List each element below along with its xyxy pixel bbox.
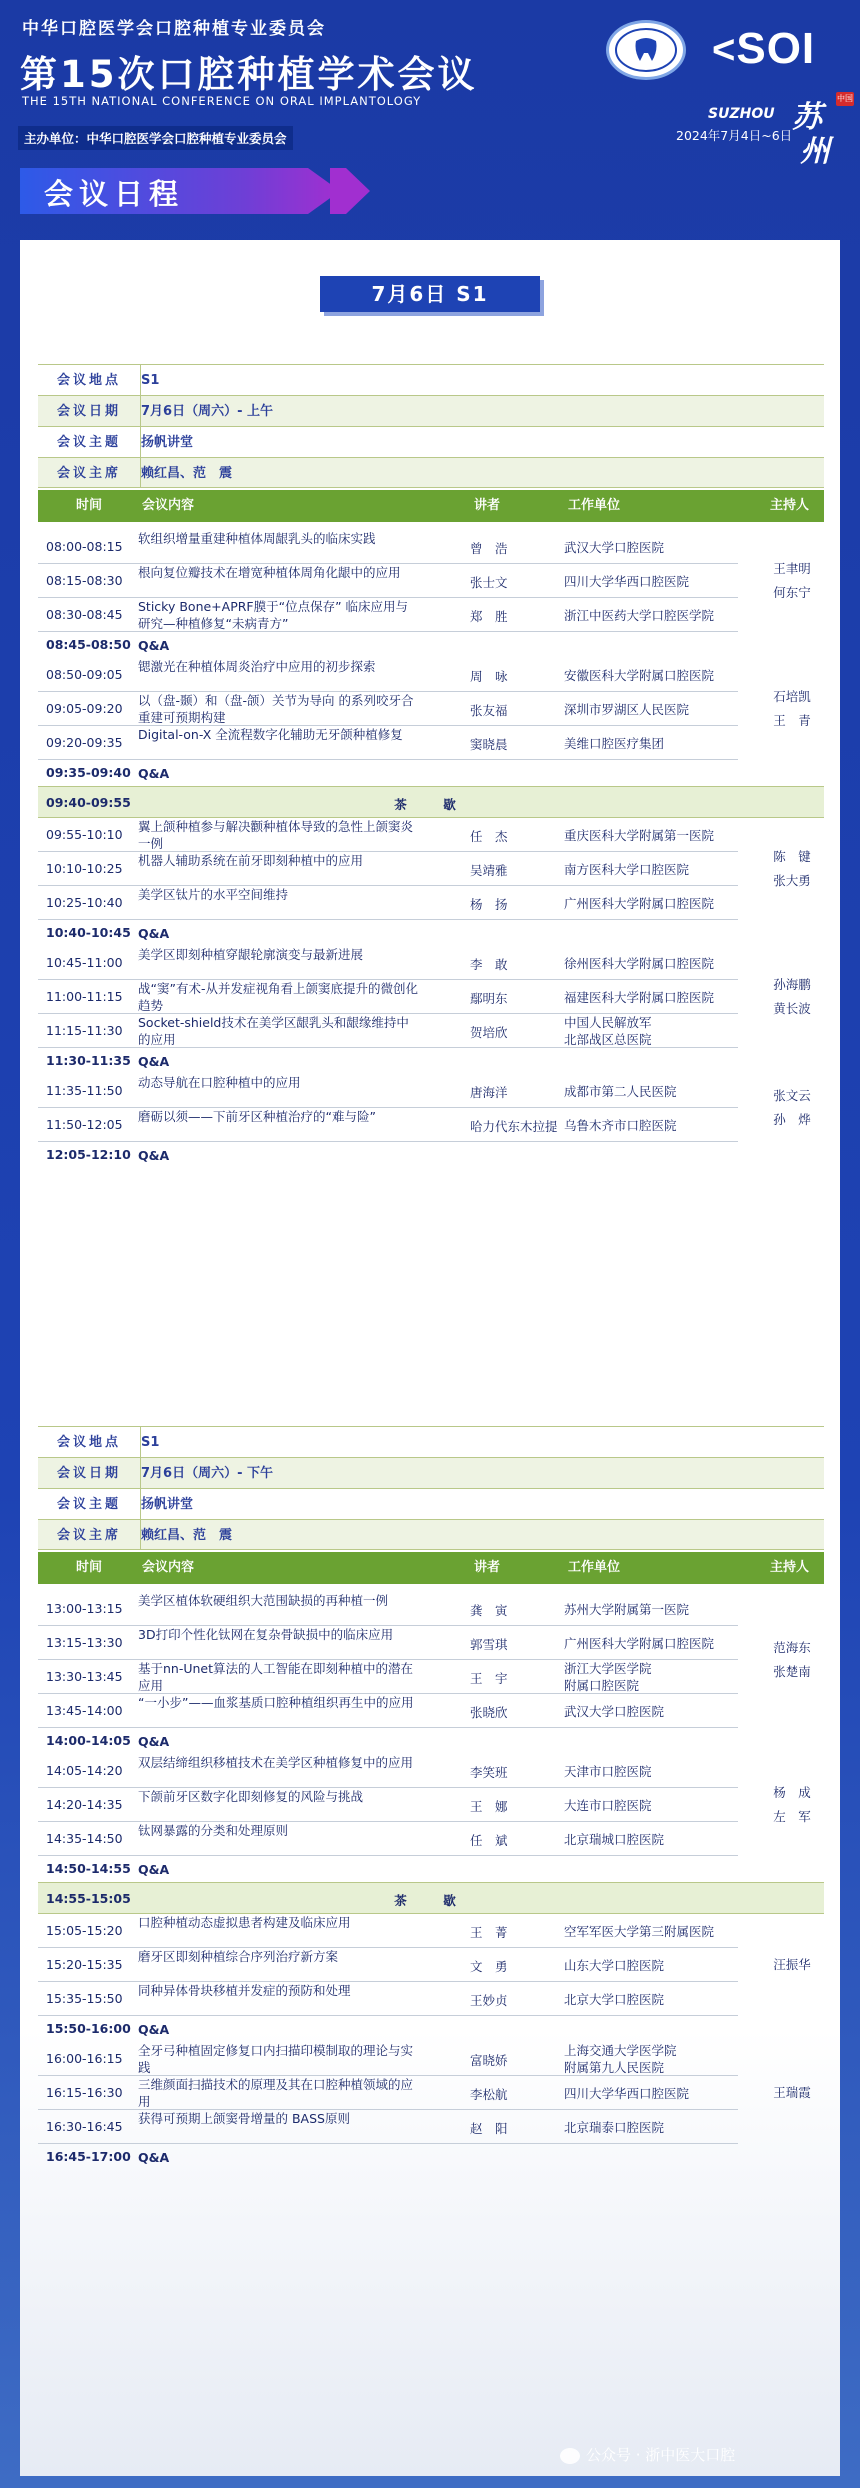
- speaker-affiliation: 武汉大学口腔医院: [564, 540, 665, 555]
- talk-row: [38, 1914, 738, 1948]
- speaker-name: 任 杰: [470, 829, 508, 844]
- speaker-affiliation: 大连市口腔医院: [564, 1798, 652, 1813]
- committee-name: 中华口腔医学会口腔种植专业委员会: [22, 19, 326, 39]
- talk-topic: 翼上颌种植参与解决颧种植体导致的急性上颌窦炎一例: [138, 819, 414, 851]
- speaker-name: 王 菁: [470, 1925, 508, 1940]
- time-slot: 08:15-08:30: [46, 573, 123, 588]
- speaker-name: 吴靖雅: [470, 863, 508, 878]
- talk-topic: 双层结缔组织移植技术在美学区种植修复中的应用: [138, 1755, 414, 1770]
- time-slot: 09:40-09:55: [46, 795, 131, 810]
- speaker-affiliation: 山东大学口腔医院: [564, 1958, 665, 1973]
- info-key: 会议主题: [38, 1489, 141, 1519]
- header-topic: 会议内容: [142, 498, 195, 513]
- qa-row: [38, 1728, 824, 1754]
- talk-topic: 全牙弓种植固定修复口内扫描印模制取的理论与实践: [138, 2043, 414, 2075]
- speaker-name: 张士文: [470, 575, 508, 590]
- speaker-name: 王妙贞: [470, 1993, 508, 2008]
- talk-row: [38, 1788, 738, 1822]
- qa-row: [38, 2144, 824, 2170]
- speaker-name: 张晓欣: [470, 1705, 508, 1720]
- talk-topic: 获得可预期上颌窦骨增量的 BASS原则: [138, 2111, 350, 2126]
- session-info: [38, 364, 824, 488]
- talk-topic: Digital-on-X 全流程数字化辅助无牙颌种植修复: [138, 727, 403, 742]
- schedule-table: [38, 1592, 824, 2170]
- info-row: [38, 1457, 824, 1488]
- time-slot: 11:35-11:50: [46, 1083, 123, 1098]
- speaker-affiliation: 成都市第二人民医院: [564, 1084, 677, 1099]
- speaker-name: 杨 扬: [470, 897, 508, 912]
- host-name: 陈 键: [773, 849, 811, 864]
- talk-row: [38, 1982, 738, 2016]
- talk-row: [38, 692, 738, 726]
- talk-row: [38, 1660, 738, 1694]
- soi-logo: <SOI: [712, 24, 816, 73]
- speaker-affiliation: 深圳市罗湖区人民医院: [564, 702, 690, 717]
- info-row: [38, 457, 824, 488]
- speaker-affiliation: 中国人民解放军 北部战区总医院: [564, 1015, 652, 1047]
- header-time: 时间: [76, 498, 103, 513]
- time-slot: 13:30-13:45: [46, 1669, 123, 1684]
- time-slot: 16:45-17:00: [46, 2149, 131, 2164]
- talk-topic: 机器人辅助系统在前牙即刻种植中的应用: [138, 853, 364, 868]
- host-name: 孙海鹏: [773, 977, 811, 992]
- host-name: 杨 成: [773, 1785, 811, 1800]
- speaker-affiliation: 天津市口腔医院: [564, 1764, 652, 1779]
- time-slot: 08:45-08:50: [46, 637, 131, 652]
- time-slot: 16:30-16:45: [46, 2119, 123, 2134]
- tea-break-row: [38, 786, 824, 818]
- qa-label: Q&A: [138, 1734, 170, 1749]
- table-header: [38, 490, 824, 522]
- host-name: 王聿明: [773, 561, 811, 576]
- agenda-bar-arrow: [330, 168, 370, 214]
- header-time: 时间: [76, 1560, 103, 1575]
- conference-english-title: THE 15TH NATIONAL CONFERENCE ON ORAL IMPLANTOLOGY: [22, 94, 422, 108]
- talk-row: [38, 946, 738, 980]
- time-slot: 15:05-15:20: [46, 1923, 123, 1938]
- speaker-affiliation: 北京瑞城口腔医院: [564, 1832, 665, 1847]
- time-slot: 09:05-09:20: [46, 701, 123, 716]
- talk-row: [38, 818, 738, 852]
- talk-row: [38, 980, 738, 1014]
- talk-topic: 3D打印个性化钛网在复杂骨缺损中的临床应用: [138, 1627, 394, 1642]
- talk-row: [38, 2076, 738, 2110]
- talk-topic: 锶激光在种植体周炎治疗中应用的初步探索: [138, 659, 376, 674]
- china-seal: 中国: [836, 92, 854, 106]
- speaker-name: 李笑班: [470, 1765, 508, 1780]
- speaker-affiliation: 四川大学华西口腔医院: [564, 574, 690, 589]
- talk-row: [38, 1592, 738, 1626]
- tea-break-label: 茶 歇: [394, 1893, 468, 1908]
- talk-topic: 战“窦”有术-从并发症视角看上颌窦底提升的微创化趋势: [138, 981, 418, 1013]
- talk-topic: 美学区植体软硬组织大范围缺损的再种植一例: [138, 1593, 389, 1608]
- day-banner: 7月6日 S1: [320, 276, 540, 312]
- speaker-affiliation: 四川大学华西口腔医院: [564, 2086, 690, 2101]
- header-host: 主持人: [770, 1560, 810, 1575]
- speaker-affiliation: 上海交通大学医学院 附属第九人民医院: [564, 2043, 677, 2075]
- talk-topic: 动态导航在口腔种植中的应用: [138, 1075, 301, 1090]
- time-slot: 14:55-15:05: [46, 1891, 131, 1906]
- qa-row: [38, 632, 824, 658]
- info-row: [38, 1519, 824, 1550]
- speaker-affiliation: 苏州大学附属第一医院: [564, 1602, 690, 1617]
- info-key: 会议主题: [38, 427, 141, 457]
- info-key: 会议主席: [38, 1520, 141, 1549]
- qa-label: Q&A: [138, 2150, 170, 2165]
- speaker-name: 赵 阳: [470, 2121, 508, 2136]
- header-speaker: 讲者: [474, 1560, 501, 1575]
- talk-topic: 三维颜面扫描技术的原理及其在口腔种植领域的应用: [138, 2077, 414, 2109]
- time-slot: 08:00-08:15: [46, 539, 123, 554]
- speaker-name: 任 斌: [470, 1833, 508, 1848]
- speaker-affiliation: 徐州医科大学附属口腔医院: [564, 956, 715, 971]
- speaker-affiliation: 广州医科大学附属口腔医院: [564, 1636, 715, 1651]
- time-slot: 14:50-14:55: [46, 1861, 131, 1876]
- info-key: 会议日期: [38, 1458, 141, 1488]
- session-info: [38, 1426, 824, 1550]
- speaker-name: 文 勇: [470, 1959, 508, 1974]
- host-name: 王 青: [773, 713, 811, 728]
- time-slot: 14:00-14:05: [46, 1733, 131, 1748]
- info-key: 会议主席: [38, 458, 141, 487]
- host-name: 黄长波: [773, 1001, 811, 1016]
- speaker-name: 哈力代东木拉提: [470, 1119, 558, 1134]
- talk-topic: 美学区即刻种植穿龈轮廓演变与最新进展: [138, 947, 364, 962]
- city-char-1: 苏: [792, 100, 822, 135]
- schedule-card: [20, 240, 840, 2476]
- qa-row: [38, 1142, 824, 1168]
- speaker-affiliation: 浙江中医药大学口腔医学院: [564, 608, 715, 623]
- qa-row: [38, 1856, 824, 1882]
- time-slot: 12:05-12:10: [46, 1147, 131, 1162]
- time-slot: 08:50-09:05: [46, 667, 123, 682]
- talk-row: [38, 1822, 738, 1856]
- speaker-name: 窦晓晨: [470, 737, 508, 752]
- speaker-affiliation: 武汉大学口腔医院: [564, 1704, 665, 1719]
- speaker-affiliation: 空军军医大学第三附属医院: [564, 1924, 715, 1939]
- time-slot: 11:30-11:35: [46, 1053, 131, 1068]
- info-key: 会议日期: [38, 396, 141, 426]
- time-slot: 13:00-13:15: [46, 1601, 123, 1616]
- tea-break-row: [38, 1882, 824, 1914]
- talk-row: [38, 1754, 738, 1788]
- info-value: 赖红昌、范 震: [141, 1528, 233, 1543]
- speaker-name: 富晓娇: [470, 2053, 508, 2068]
- speaker-affiliation: 安徽医科大学附属口腔医院: [564, 668, 715, 683]
- info-row: [38, 395, 824, 426]
- qa-label: Q&A: [138, 766, 170, 781]
- talk-row: [38, 564, 738, 598]
- host-name: 张文云: [773, 1088, 811, 1103]
- time-slot: 08:30-08:45: [46, 607, 123, 622]
- speaker-affiliation: 南方医科大学口腔医院: [564, 862, 690, 877]
- time-slot: 13:45-14:00: [46, 1703, 123, 1718]
- talk-row: [38, 1074, 738, 1108]
- header-speaker: 讲者: [474, 498, 501, 513]
- info-value: S1: [141, 373, 160, 388]
- time-slot: 13:15-13:30: [46, 1635, 123, 1650]
- time-slot: 11:15-11:30: [46, 1023, 123, 1038]
- qa-row: [38, 2016, 824, 2042]
- talk-topic: 美学区钛片的水平空间维持: [138, 887, 289, 902]
- talk-topic: 口腔种植动态虚拟患者构建及临床应用: [138, 1915, 351, 1930]
- info-value: 赖红昌、范 震: [141, 466, 233, 481]
- host-name: 汪振华: [773, 1957, 811, 1972]
- talk-row: [38, 598, 738, 632]
- talk-row: [38, 852, 738, 886]
- speaker-affiliation: 重庆医科大学附属第一医院: [564, 828, 715, 843]
- info-key: 会议地点: [38, 365, 141, 395]
- talk-topic: 同种异体骨块移植并发症的预防和处理: [138, 1983, 351, 1998]
- speaker-name: 龚 寅: [470, 1603, 508, 1618]
- city-english: SUZHOU: [708, 106, 775, 122]
- qa-label: Q&A: [138, 1148, 170, 1163]
- speaker-name: 唐海洋: [470, 1085, 508, 1100]
- speaker-affiliation: 北京瑞泰口腔医院: [564, 2120, 665, 2135]
- time-slot: 10:45-11:00: [46, 955, 123, 970]
- talk-row: [38, 2042, 738, 2076]
- info-key: 会议地点: [38, 1427, 141, 1457]
- talk-row: [38, 2110, 738, 2144]
- time-slot: 10:10-10:25: [46, 861, 123, 876]
- tooth-logo-icon: [614, 27, 678, 73]
- info-row: [38, 364, 824, 395]
- committee-seal-logo: [606, 20, 686, 80]
- speaker-name: 周 咏: [470, 669, 508, 684]
- time-slot: 10:25-10:40: [46, 895, 123, 910]
- speaker-affiliation: 浙江大学医学院 附属口腔医院: [564, 1661, 652, 1693]
- talk-row: [38, 530, 738, 564]
- time-slot: 09:35-09:40: [46, 765, 131, 780]
- info-value: 7月6日（周六）- 下午: [141, 1466, 274, 1481]
- host-name: 张楚南: [773, 1664, 811, 1679]
- speaker-name: 王 宇: [470, 1671, 508, 1686]
- time-slot: 11:50-12:05: [46, 1117, 123, 1132]
- talk-row: [38, 658, 738, 692]
- talk-topic: Socket-shield技术在美学区龈乳头和龈缘维持中的应用: [138, 1015, 409, 1047]
- header-topic: 会议内容: [142, 1560, 195, 1575]
- time-slot: 11:00-11:15: [46, 989, 123, 1004]
- host-name: 王瑞霞: [773, 2085, 811, 2100]
- info-row: [38, 1426, 824, 1457]
- qa-label: Q&A: [138, 926, 170, 941]
- speaker-name: 郭雪琪: [470, 1637, 508, 1652]
- schedule-table: [38, 530, 824, 1168]
- qa-row: [38, 1048, 824, 1074]
- qa-label: Q&A: [138, 638, 170, 653]
- conference-header: [0, 0, 860, 240]
- talk-topic: 磨砺以须——下前牙区种植治疗的“难与险”: [138, 1109, 376, 1124]
- speaker-affiliation: 福建医科大学附属口腔医院: [564, 990, 715, 1005]
- speaker-name: 贺培欣: [470, 1025, 508, 1040]
- host-name: 何东宁: [773, 585, 811, 600]
- time-slot: 14:05-14:20: [46, 1763, 123, 1778]
- speaker-name: 鄢明东: [470, 991, 508, 1006]
- time-slot: 16:00-16:15: [46, 2051, 123, 2066]
- talk-row: [38, 726, 738, 760]
- tea-break-label: 茶 歇: [394, 797, 468, 812]
- header-unit: 工作单位: [568, 498, 621, 513]
- time-slot: 10:40-10:45: [46, 925, 131, 940]
- speaker-affiliation: 北京大学口腔医院: [564, 1992, 665, 2007]
- talk-row: [38, 1694, 738, 1728]
- host-name: 孙 烨: [773, 1112, 811, 1127]
- info-value: 扬帆讲堂: [141, 1497, 194, 1512]
- talk-row: [38, 1948, 738, 1982]
- speaker-affiliation: 美维口腔医疗集团: [564, 736, 665, 751]
- wechat-icon: [560, 2448, 580, 2464]
- city-char-2: 州: [800, 134, 830, 169]
- time-slot: 14:35-14:50: [46, 1831, 123, 1846]
- qa-row: [38, 760, 824, 786]
- talk-topic: 下颌前牙区数字化即刻修复的风险与挑战: [138, 1789, 364, 1804]
- host-name: 左 军: [773, 1809, 811, 1824]
- qa-row: [38, 920, 824, 946]
- host-name: 张大勇: [773, 873, 811, 888]
- speaker-affiliation: 乌鲁木齐市口腔医院: [564, 1118, 677, 1133]
- speaker-name: 张友福: [470, 703, 508, 718]
- talk-row: [38, 1626, 738, 1660]
- talk-topic: “一小步”——血浆基质口腔种植组织再生中的应用: [138, 1695, 414, 1710]
- info-value: S1: [141, 1435, 160, 1450]
- talk-topic: 根向复位瓣技术在增宽种植体周角化龈中的应用: [138, 565, 401, 580]
- qa-label: Q&A: [138, 1862, 170, 1877]
- speaker-name: 郑 胜: [470, 609, 508, 624]
- info-row: [38, 1488, 824, 1519]
- header-unit: 工作单位: [568, 1560, 621, 1575]
- time-slot: 15:50-16:00: [46, 2021, 131, 2036]
- table-header: [38, 1552, 824, 1584]
- host-name: 范海东: [773, 1640, 811, 1655]
- time-slot: 15:20-15:35: [46, 1957, 123, 1972]
- info-value: 7月6日（周六）- 上午: [141, 404, 274, 419]
- speaker-name: 王 娜: [470, 1799, 508, 1814]
- talk-row: [38, 1014, 738, 1048]
- conference-title: 第15次口腔种植学术会议: [20, 53, 478, 96]
- talk-row: [38, 1108, 738, 1142]
- time-slot: 09:20-09:35: [46, 735, 123, 750]
- footer-account: 公众号 · 浙中医大口腔: [560, 2444, 735, 2465]
- organizer: 主办单位：中华口腔医学会口腔种植专业委员会: [18, 126, 293, 150]
- time-slot: 14:20-14:35: [46, 1797, 123, 1812]
- time-slot: 15:35-15:50: [46, 1991, 123, 2006]
- time-slot: 16:15-16:30: [46, 2085, 123, 2100]
- header-host: 主持人: [770, 498, 810, 513]
- speaker-affiliation: 广州医科大学附属口腔医院: [564, 896, 715, 911]
- host-name: 石培凯: [773, 689, 811, 704]
- info-value: 扬帆讲堂: [141, 435, 194, 450]
- talk-topic: 磨牙区即刻种植综合序列治疗新方案: [138, 1949, 339, 1964]
- talk-topic: 软组织增量重建种植体周龈乳头的临床实践: [138, 531, 376, 546]
- talk-topic: 基于nn-Unet算法的人工智能在即刻种植中的潜在应用: [138, 1661, 414, 1693]
- talk-topic: 以（盘-颞）和（盘-颌）关节为导向 的系列咬牙合重建可预期构建: [138, 693, 414, 725]
- talk-topic: 钛网暴露的分类和处理原则: [138, 1823, 289, 1838]
- qa-label: Q&A: [138, 2022, 170, 2037]
- speaker-name: 李松航: [470, 2087, 508, 2102]
- qa-label: Q&A: [138, 1054, 170, 1069]
- talk-topic: Sticky Bone+APRF膜于“位点保存” 临床应用与研究—种植修复“未病青方”: [138, 599, 409, 631]
- conference-dates: 2024年7月4日~6日: [676, 128, 793, 143]
- time-slot: 09:55-10:10: [46, 827, 123, 842]
- info-row: [38, 426, 824, 457]
- agenda-label: 会议日程: [44, 177, 185, 211]
- talk-row: [38, 886, 738, 920]
- speaker-name: 曾 浩: [470, 541, 508, 556]
- speaker-name: 李 敢: [470, 957, 508, 972]
